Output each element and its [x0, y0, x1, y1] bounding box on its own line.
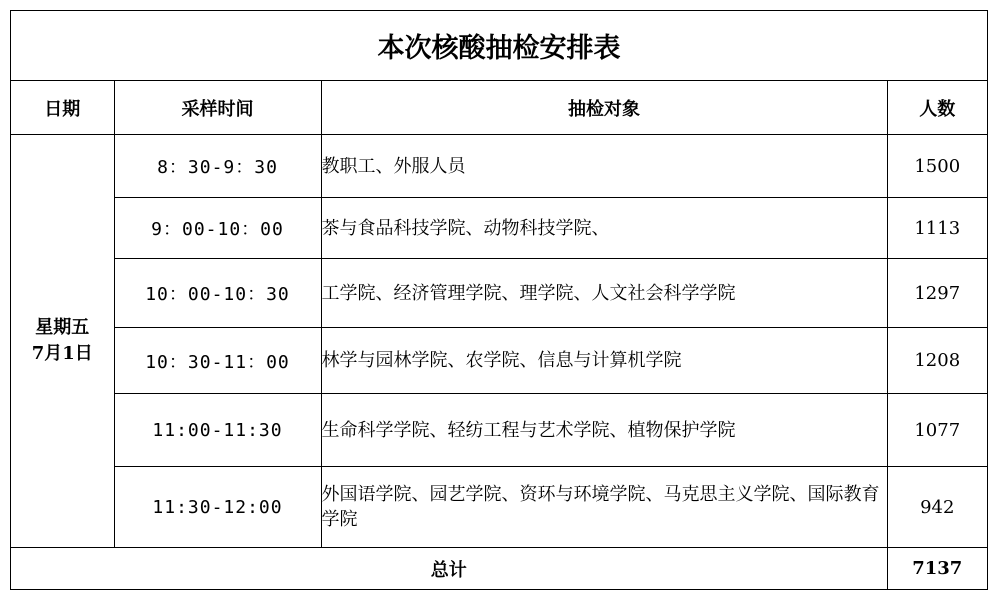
- table-row: [11, 198, 987, 259]
- time-cell: 10：30-11：00: [114, 328, 321, 394]
- table-row: [11, 328, 987, 394]
- date-day: 7月1日: [31, 343, 93, 364]
- time-cell: 11:00-11:30: [114, 394, 321, 467]
- target-cell: 茶与食品科技学院、动物科技学院、: [321, 198, 887, 259]
- target-cell: 林学与园林学院、农学院、信息与计算机学院: [321, 328, 887, 394]
- total-label: 总计: [11, 548, 887, 590]
- time-cell: 9：00-10：00: [114, 198, 321, 259]
- header-count: 人数: [887, 81, 987, 135]
- target-cell: 生命科学学院、轻纺工程与艺术学院、植物保护学院: [321, 394, 887, 467]
- table-row: [11, 467, 987, 548]
- header-date: 日期: [11, 81, 114, 135]
- total-value: 7137: [887, 548, 987, 590]
- table-row: [11, 135, 987, 198]
- count-cell: 1500: [887, 135, 987, 198]
- target-cell: 教职工、外服人员: [321, 135, 887, 198]
- date-cell: [11, 135, 114, 548]
- time-cell: 11:30-12:00: [114, 467, 321, 548]
- count-cell: 1208: [887, 328, 987, 394]
- document-title: 本次核酸抽检安排表: [11, 11, 987, 81]
- count-cell: 1077: [887, 394, 987, 467]
- total-row: [11, 548, 987, 590]
- count-cell: 942: [887, 467, 987, 548]
- table-row: [11, 259, 987, 328]
- target-cell: 工学院、经济管理学院、理学院、人文社会科学学院: [321, 259, 887, 328]
- schedule-table: [11, 81, 987, 590]
- table-row: [11, 394, 987, 467]
- time-cell: 8：30-9：30: [114, 135, 321, 198]
- header-target: 抽检对象: [321, 81, 887, 135]
- header-time: 采样时间: [114, 81, 321, 135]
- date-weekday: 星期五: [35, 317, 90, 338]
- header-row: [11, 81, 987, 135]
- time-cell: 10：00-10：30: [114, 259, 321, 328]
- target-cell: 外国语学院、园艺学院、资环与环境学院、马克思主义学院、国际教育学院: [321, 467, 887, 548]
- schedule-sheet: [10, 10, 988, 590]
- count-cell: 1113: [887, 198, 987, 259]
- count-cell: 1297: [887, 259, 987, 328]
